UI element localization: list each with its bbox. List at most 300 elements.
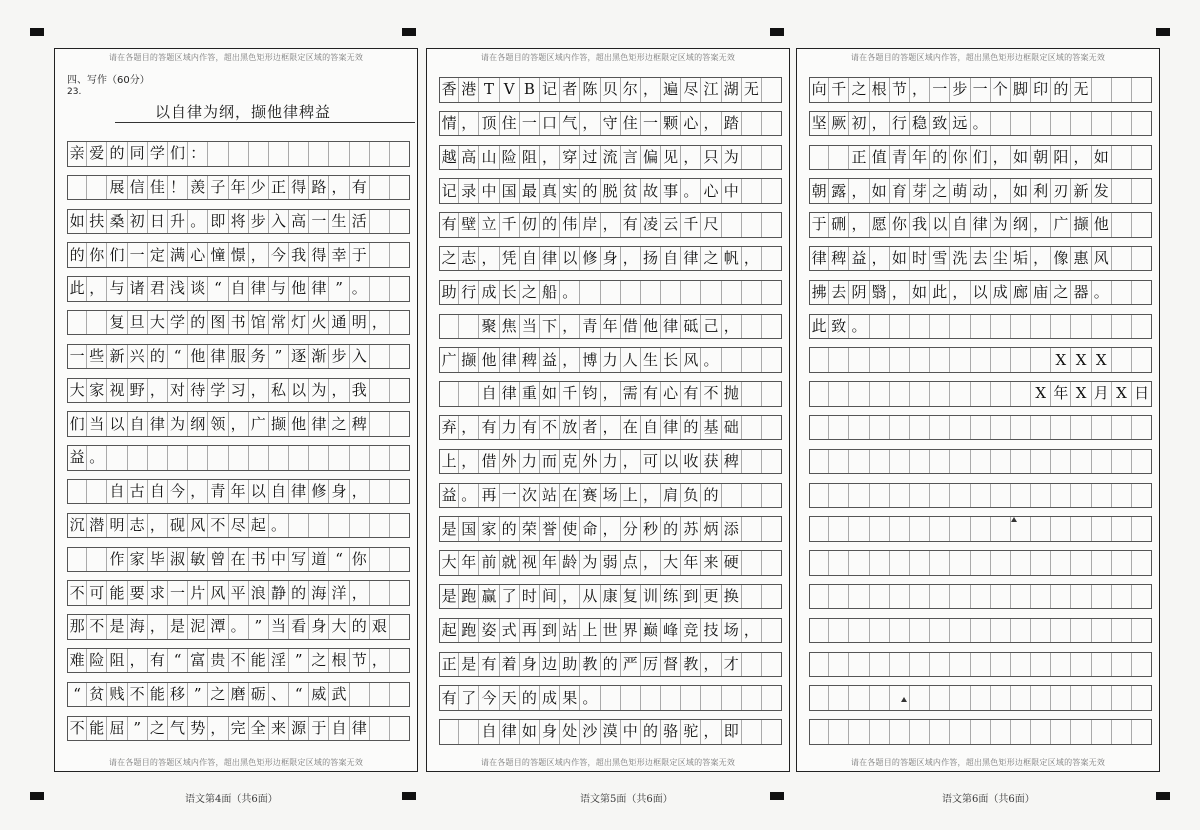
- grid-cell: 漠: [601, 720, 621, 744]
- grid-cell: 更: [701, 585, 721, 609]
- grid-cell: 姿: [479, 619, 499, 643]
- header-notice: 请在各题目的答题区域内作答，超出黑色矩形边框限定区域的答案无效: [480, 53, 736, 62]
- grid-cell: [971, 551, 991, 575]
- grid-cell: 自: [950, 213, 970, 237]
- grid-row: [439, 550, 782, 576]
- grid-marker: [1011, 517, 1017, 522]
- grid-cell: 佳: [148, 176, 168, 200]
- grid-cell: 能: [148, 683, 168, 707]
- grid-cell: [329, 446, 349, 470]
- grid-cell: [289, 142, 309, 166]
- grid-cell: [1071, 619, 1091, 643]
- grid-cell: 道: [309, 548, 329, 572]
- grid-cell: 砚: [168, 514, 188, 538]
- grid-cell: [1071, 450, 1091, 474]
- grid-row: [809, 483, 1152, 509]
- registration-mark: [1156, 792, 1170, 800]
- grid-cell: 力: [500, 416, 520, 440]
- grid-row: [67, 445, 410, 471]
- grid-cell: 阳: [1051, 146, 1071, 170]
- grid-cell: 书: [229, 311, 249, 335]
- grid-cell: [991, 686, 1011, 710]
- grid-cell: 住: [500, 112, 520, 136]
- grid-cell: 一: [520, 112, 540, 136]
- grid-cell: [1011, 416, 1031, 440]
- answer-panel-page-6: [796, 48, 1160, 772]
- grid-cell: 源: [289, 717, 309, 741]
- grid-cell: 越: [439, 146, 459, 170]
- grid-cell: 险: [500, 146, 520, 170]
- grid-cell: 。: [681, 179, 701, 203]
- grid-cell: 萌: [950, 179, 970, 203]
- grid-row: [67, 513, 410, 539]
- grid-cell: [930, 686, 950, 710]
- grid-cell: [762, 146, 782, 170]
- grid-cell: 露: [829, 179, 849, 203]
- grid-row: [809, 111, 1152, 137]
- grid-cell: [1132, 450, 1152, 474]
- grid-cell: 益: [540, 348, 560, 372]
- grid-cell: 行: [459, 281, 479, 305]
- grid-cell: [950, 416, 970, 440]
- grid-cell: [1092, 653, 1112, 677]
- grid-cell: 朝: [1031, 146, 1051, 170]
- grid-cell: 获: [701, 450, 721, 474]
- grid-cell: 。: [350, 277, 370, 301]
- grid-cell: 厥: [829, 112, 849, 136]
- grid-cell: 心: [661, 382, 681, 406]
- grid-cell: 步: [249, 210, 269, 234]
- grid-cell: [1051, 551, 1071, 575]
- grid-cell: ，: [701, 653, 721, 677]
- grid-cell: 气: [560, 112, 580, 136]
- grid-cell: [1132, 281, 1152, 305]
- grid-cell: [742, 585, 762, 609]
- grid-cell: 就: [500, 551, 520, 575]
- grid-cell: [971, 653, 991, 677]
- grid-cell: [991, 416, 1011, 440]
- grid-cell: 无: [742, 78, 762, 102]
- grid-cell: 生: [329, 210, 349, 234]
- grid-cell: [870, 382, 890, 406]
- grid-cell: 他: [289, 277, 309, 301]
- grid-cell: 步: [329, 345, 349, 369]
- grid-cell: 片: [188, 581, 208, 605]
- grid-cell: 的: [930, 146, 950, 170]
- grid-cell: 撷: [1071, 213, 1091, 237]
- grid-cell: 心: [681, 112, 701, 136]
- grid-cell: [742, 315, 762, 339]
- grid-cell: [1051, 585, 1071, 609]
- grid-cell: B: [520, 78, 540, 102]
- grid-cell: 炳: [701, 517, 721, 541]
- grid-cell: 服: [229, 345, 249, 369]
- grid-cell: [890, 517, 910, 541]
- grid-cell: ，: [621, 247, 641, 271]
- grid-cell: [950, 517, 970, 541]
- grid-cell: 到: [681, 585, 701, 609]
- grid-cell: [950, 450, 970, 474]
- grid-cell: 少: [249, 176, 269, 200]
- grid-cell: 凭: [500, 247, 520, 271]
- grid-cell: 即: [722, 720, 742, 744]
- grid-cell: [762, 585, 782, 609]
- grid-cell: 青: [580, 315, 600, 339]
- grid-cell: [249, 446, 269, 470]
- grid-cell: 向: [809, 78, 829, 102]
- grid-cell: [370, 379, 390, 403]
- grid-cell: [890, 315, 910, 339]
- grid-cell: 来: [701, 551, 721, 575]
- grid-cell: 放: [560, 416, 580, 440]
- grid-cell: [1092, 315, 1112, 339]
- grid-cell: 馆: [249, 311, 269, 335]
- grid-cell: 律: [350, 717, 370, 741]
- grid-cell: [722, 484, 742, 508]
- registration-mark: [402, 28, 416, 36]
- grid-cell: 身: [329, 480, 349, 504]
- grid-cell: 云: [661, 213, 681, 237]
- grid-cell: 视: [520, 551, 540, 575]
- grid-cell: [621, 281, 641, 305]
- grid-cell: [1051, 619, 1071, 643]
- grid-cell: 年: [601, 315, 621, 339]
- grid-cell: 火: [309, 311, 329, 335]
- grid-cell: 之: [520, 281, 540, 305]
- grid-marker: [901, 697, 907, 702]
- grid-cell: 有: [439, 686, 459, 710]
- grid-cell: [350, 446, 370, 470]
- grid-cell: 砺: [249, 683, 269, 707]
- grid-cell: 器: [1071, 281, 1091, 305]
- grid-cell: 年: [910, 146, 930, 170]
- grid-cell: [950, 653, 970, 677]
- grid-cell: [390, 649, 410, 673]
- grid-cell: [1112, 281, 1132, 305]
- grid-cell: [370, 480, 390, 504]
- grid-cell: 颗: [661, 112, 681, 136]
- grid-cell: ”: [269, 345, 289, 369]
- grid-row: [809, 314, 1152, 340]
- grid-cell: [870, 653, 890, 677]
- grid-cell: [1092, 720, 1112, 744]
- grid-cell: 领: [208, 412, 228, 436]
- grid-cell: 谈: [188, 277, 208, 301]
- grid-cell: 待: [188, 379, 208, 403]
- grid-cell: 不: [208, 514, 228, 538]
- grid-cell: [641, 686, 661, 710]
- grid-cell: ，: [329, 379, 349, 403]
- grid-cell: 险: [87, 649, 107, 673]
- grid-cell: ，: [601, 416, 621, 440]
- grid-cell: [1071, 315, 1091, 339]
- grid-cell: 根: [329, 649, 349, 673]
- grid-cell: [390, 176, 410, 200]
- grid-cell: 行: [890, 112, 910, 136]
- grid-cell: 当: [269, 615, 289, 639]
- grid-cell: 大: [67, 379, 87, 403]
- grid-cell: [890, 382, 910, 406]
- grid-cell: 定: [148, 243, 168, 267]
- grid-cell: X: [1031, 382, 1051, 406]
- grid-cell: [1011, 686, 1031, 710]
- grid-cell: ，: [370, 311, 390, 335]
- grid-cell: [1092, 619, 1112, 643]
- grid-cell: 技: [701, 619, 721, 643]
- grid-cell: 桑: [107, 210, 127, 234]
- grid-cell: [601, 686, 621, 710]
- grid-cell: ，: [701, 720, 721, 744]
- grid-cell: 边: [540, 653, 560, 677]
- grid-cell: 惠: [1071, 247, 1091, 271]
- header-notice: 请在各题目的答题区域内作答，超出黑色矩形边框限定区域的答案无效: [108, 53, 364, 62]
- grid-cell: 需: [621, 382, 641, 406]
- grid-cell: X: [1092, 348, 1112, 372]
- grid-cell: 泥: [188, 615, 208, 639]
- grid-cell: 尽: [681, 78, 701, 102]
- grid-cell: [991, 450, 1011, 474]
- grid-cell: 一: [128, 243, 148, 267]
- grid-cell: [870, 517, 890, 541]
- grid-cell: 间: [540, 585, 560, 609]
- grid-cell: [809, 382, 829, 406]
- grid-cell: ，: [370, 649, 390, 673]
- grid-cell: [762, 720, 782, 744]
- grid-row: [809, 212, 1152, 238]
- grid-cell: [722, 281, 742, 305]
- grid-cell: [829, 348, 849, 372]
- grid-cell: [910, 484, 930, 508]
- grid-cell: ，: [870, 112, 890, 136]
- grid-cell: ，: [329, 176, 349, 200]
- grid-cell: [1011, 585, 1031, 609]
- grid-cell: ，: [249, 243, 269, 267]
- grid-cell: 之: [329, 412, 349, 436]
- grid-cell: 。: [701, 348, 721, 372]
- grid-cell: 幸: [329, 243, 349, 267]
- grid-row: [67, 547, 410, 573]
- grid-cell: 初: [128, 210, 148, 234]
- grid-cell: 有: [641, 382, 661, 406]
- grid-cell: “: [208, 277, 228, 301]
- grid-cell: 再: [520, 619, 540, 643]
- grid-cell: [829, 585, 849, 609]
- grid-cell: 廊: [1011, 281, 1031, 305]
- grid-cell: 的: [641, 720, 661, 744]
- grid-cell: [1112, 416, 1132, 440]
- grid-cell: [762, 619, 782, 643]
- grid-row: [439, 719, 782, 745]
- grid-cell: [621, 686, 641, 710]
- grid-cell: 大: [148, 311, 168, 335]
- grid-cell: [742, 281, 762, 305]
- grid-cell: [829, 416, 849, 440]
- grid-cell: 日: [148, 210, 168, 234]
- grid-cell: [1092, 450, 1112, 474]
- grid-cell: 正: [269, 176, 289, 200]
- grid-cell: 不: [701, 382, 721, 406]
- grid-cell: 海: [309, 581, 329, 605]
- answer-panel-page-5: [426, 48, 790, 772]
- grid-cell: 焦: [500, 315, 520, 339]
- grid-cell: [390, 514, 410, 538]
- grid-cell: ，: [540, 146, 560, 170]
- grid-row: [809, 145, 1152, 171]
- grid-cell: [1031, 112, 1051, 136]
- grid-cell: 巅: [641, 619, 661, 643]
- grid-cell: ，: [148, 379, 168, 403]
- grid-cell: [1031, 450, 1051, 474]
- grid-cell: 如: [1011, 179, 1031, 203]
- grid-cell: ，: [641, 551, 661, 575]
- grid-cell: [1132, 112, 1152, 136]
- grid-cell: T: [479, 78, 499, 102]
- grid-cell: 誉: [540, 517, 560, 541]
- grid-cell: [439, 315, 459, 339]
- grid-cell: ，: [849, 213, 869, 237]
- grid-cell: 壁: [459, 213, 479, 237]
- grid-cell: 路: [309, 176, 329, 200]
- grid-cell: [1071, 686, 1091, 710]
- grid-cell: 自: [641, 416, 661, 440]
- grid-cell: [390, 379, 410, 403]
- grid-cell: [208, 446, 228, 470]
- grid-cell: 骆: [661, 720, 681, 744]
- grid-cell: 朝: [809, 179, 829, 203]
- grid-cell: 年: [229, 176, 249, 200]
- grid-cell: [1112, 78, 1132, 102]
- grid-cell: ，: [350, 480, 370, 504]
- grid-cell: ，: [621, 450, 641, 474]
- grid-cell: 中: [479, 179, 499, 203]
- grid-cell: [930, 416, 950, 440]
- grid-cell: 外: [580, 450, 600, 474]
- grid-cell: 高: [289, 210, 309, 234]
- grid-cell: 一: [500, 484, 520, 508]
- grid-cell: 身: [601, 247, 621, 271]
- grid-cell: [991, 517, 1011, 541]
- grid-cell: 能: [87, 717, 107, 741]
- registration-mark: [770, 28, 784, 36]
- grid-cell: [930, 517, 950, 541]
- grid-cell: ”: [289, 649, 309, 673]
- grid-cell: 拂: [809, 281, 829, 305]
- grid-cell: 阴: [849, 281, 869, 305]
- grid-cell: [829, 146, 849, 170]
- grid-cell: 武: [329, 683, 349, 707]
- grid-cell: 天: [500, 686, 520, 710]
- grid-cell: [950, 484, 970, 508]
- grid-cell: 垢: [1011, 247, 1031, 271]
- grid-cell: 气: [168, 717, 188, 741]
- grid-cell: 愿: [870, 213, 890, 237]
- grid-cell: [762, 315, 782, 339]
- grid-cell: [1031, 517, 1051, 541]
- grid-cell: [1132, 213, 1152, 237]
- grid-cell: X: [1112, 382, 1132, 406]
- grid-cell: 大: [439, 551, 459, 575]
- grid-cell: 雪: [930, 247, 950, 271]
- grid-cell: 满: [168, 243, 188, 267]
- footer-notice: 请在各题目的答题区域内作答，超出黑色矩形边框限定区域的答案无效: [108, 758, 364, 767]
- grid-cell: 图: [208, 311, 228, 335]
- grid-cell: 脚: [1011, 78, 1031, 102]
- grid-row: [439, 685, 782, 711]
- grid-cell: 有: [621, 213, 641, 237]
- grid-cell: 是: [439, 517, 459, 541]
- grid-cell: ，: [910, 78, 930, 102]
- grid-cell: 可: [87, 581, 107, 605]
- grid-cell: 渐: [309, 345, 329, 369]
- grid-cell: 苏: [681, 517, 701, 541]
- grid-cell: ！: [168, 176, 188, 200]
- grid-cell: 中: [722, 179, 742, 203]
- grid-cell: [809, 653, 829, 677]
- grid-cell: [229, 446, 249, 470]
- grid-cell: 的: [289, 581, 309, 605]
- grid-cell: X: [1071, 348, 1091, 372]
- grid-cell: 当: [87, 412, 107, 436]
- grid-row: [439, 652, 782, 678]
- grid-cell: 如: [870, 179, 890, 203]
- grid-cell: 贫: [87, 683, 107, 707]
- grid-cell: 稗: [829, 247, 849, 271]
- grid-cell: 负: [681, 484, 701, 508]
- grid-cell: [269, 142, 289, 166]
- grid-cell: [991, 619, 1011, 643]
- grid-cell: 以: [560, 247, 580, 271]
- grid-cell: [1071, 720, 1091, 744]
- grid-cell: [681, 281, 701, 305]
- grid-cell: [390, 581, 410, 605]
- grid-row: [809, 652, 1152, 678]
- grid-cell: [1112, 653, 1132, 677]
- grid-cell: ，: [560, 585, 580, 609]
- grid-cell: [1031, 551, 1051, 575]
- question-number: 23.: [67, 87, 82, 97]
- grid-cell: 弃: [439, 416, 459, 440]
- grid-cell: ，: [1071, 146, 1091, 170]
- grid-cell: 憧: [208, 243, 228, 267]
- grid-cell: [991, 585, 1011, 609]
- grid-cell: ，: [229, 412, 249, 436]
- grid-cell: [370, 514, 390, 538]
- grid-cell: [870, 315, 890, 339]
- grid-cell: [1132, 484, 1152, 508]
- grid-cell: [870, 686, 890, 710]
- grid-cell: [229, 142, 249, 166]
- grid-cell: 只: [701, 146, 721, 170]
- grid-cell: 大: [329, 615, 349, 639]
- grid-cell: [601, 281, 621, 305]
- grid-cell: ，: [601, 382, 621, 406]
- grid-cell: [991, 484, 1011, 508]
- grid-cell: 为: [722, 146, 742, 170]
- grid-cell: 过: [580, 146, 600, 170]
- grid-cell: 年: [229, 480, 249, 504]
- grid-cell: [950, 619, 970, 643]
- grid-cell: ，: [459, 450, 479, 474]
- grid-cell: [67, 548, 87, 572]
- grid-cell: 时: [520, 585, 540, 609]
- grid-cell: 的: [107, 142, 127, 166]
- grid-cell: 有: [520, 416, 540, 440]
- grid-cell: [809, 450, 829, 474]
- grid-cell: 他: [1092, 213, 1112, 237]
- grid-cell: 书: [249, 548, 269, 572]
- grid-cell: 的: [661, 517, 681, 541]
- grid-cell: 将: [229, 210, 249, 234]
